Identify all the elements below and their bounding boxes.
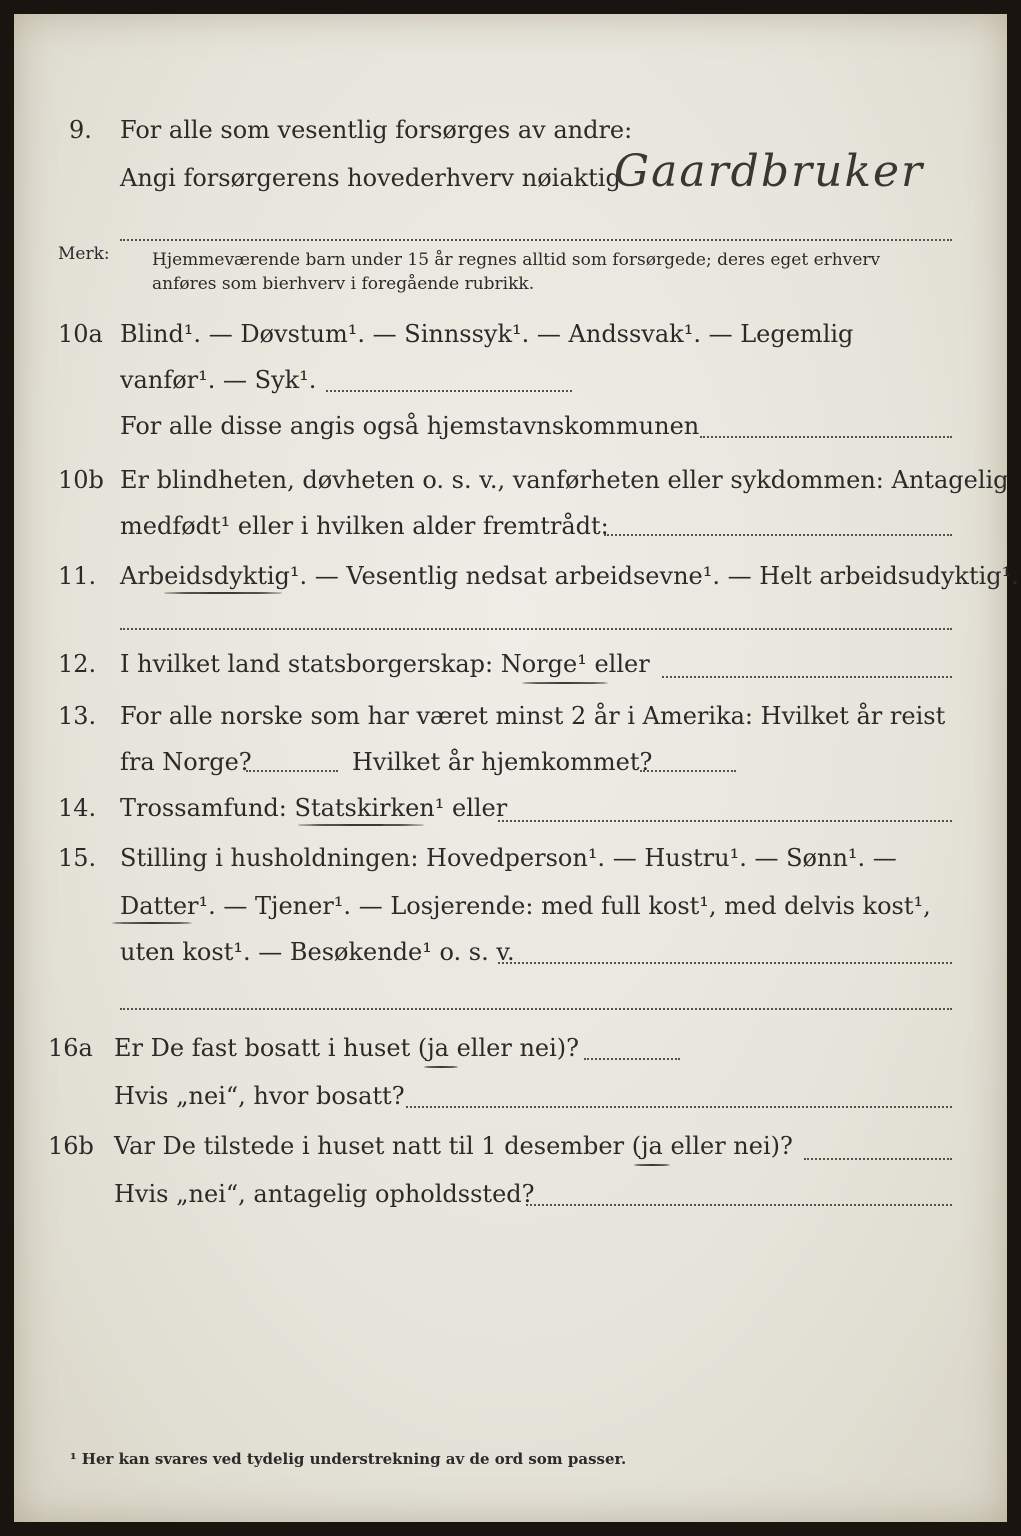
census-form-page bbox=[14, 14, 1019, 1522]
q13-line-2a: fra Norge? bbox=[120, 748, 252, 776]
q10a-answer-line-2 bbox=[700, 436, 952, 438]
q12-line-1: I hvilket land statsborgerskap: Norge¹ eller bbox=[120, 650, 650, 678]
footnote: ¹ Her kan svares ved tydelig understrekning av de ord som passer. bbox=[70, 1450, 627, 1468]
q10a-line-2: vanfør¹. — Syk¹. bbox=[120, 366, 317, 394]
q13-line-2b: Hvilket år hjemkommet? bbox=[352, 748, 653, 776]
q16b-number: 16b bbox=[48, 1132, 94, 1160]
q14-number: 14. bbox=[58, 794, 97, 822]
q15-line-1: Stilling i husholdningen: Hovedperson¹. — Hustru¹. — Sønn¹. — bbox=[120, 844, 897, 872]
q15-answer-line-1 bbox=[498, 962, 952, 964]
merk-text-1: Hjemmeværende barn under 15 år regnes alltid som forsørgede; deres eget erhverv bbox=[152, 250, 881, 270]
q10b-line-1: Er blindheten, døvheten o. s. v., vanførheten eller sykdommen: Antagelig bbox=[120, 466, 1009, 494]
q16a-number: 16a bbox=[48, 1034, 93, 1062]
q16a-handwritten-underline bbox=[424, 1066, 458, 1068]
q10a-line-1: Blind¹. — Døvstum¹. — Sinnssyk¹. — Andssvak¹. — Legemlig bbox=[120, 320, 854, 348]
q15-handwritten-underline bbox=[112, 922, 192, 924]
q9-number: 9. bbox=[69, 116, 92, 144]
q16a-line-2: Hvis „nei“, hvor bosatt? bbox=[114, 1082, 405, 1110]
q12-number: 12. bbox=[58, 650, 97, 678]
q15-answer-line-2 bbox=[120, 1008, 952, 1010]
q11-answer-line bbox=[120, 628, 952, 630]
q13-answer-line-1 bbox=[246, 770, 338, 772]
q13-number: 13. bbox=[58, 702, 97, 730]
q9-answer-line bbox=[120, 239, 952, 241]
q16a-answer-line-2 bbox=[406, 1106, 952, 1108]
q12-handwritten-underline bbox=[522, 682, 608, 684]
merk-text-2: anføres som bierhverv i foregående rubrikk. bbox=[152, 274, 535, 294]
q14-line-1: Trossamfund: Statskirken¹ eller bbox=[120, 794, 508, 822]
q14-handwritten-underline bbox=[298, 824, 424, 826]
q16a-answer-line-1 bbox=[584, 1058, 680, 1060]
q10a-number: 10a bbox=[58, 320, 103, 348]
q11-line-1: Arbeidsdyktig¹. — Vesentlig nedsat arbeidsevne¹. — Helt arbeidsudyktig¹. bbox=[120, 562, 1019, 590]
q10a-line-3: For alle disse angis også hjemstavnskommunen bbox=[120, 412, 700, 440]
q10a-answer-line-1 bbox=[326, 390, 572, 392]
q16b-handwritten-underline bbox=[634, 1164, 670, 1166]
q11-number: 11. bbox=[58, 562, 97, 590]
q15-line-3: uten kost¹. — Besøkende¹ o. s. v. bbox=[120, 938, 515, 966]
q9-handwritten-answer: Gaardbruker bbox=[614, 146, 925, 197]
q12-answer-line bbox=[662, 676, 952, 678]
merk-label: Merk: bbox=[58, 244, 110, 264]
q9-subquestion: Angi forsørgerens hovederhverv nøiaktig bbox=[120, 164, 621, 192]
q9-question: For alle som vesentlig forsørges av andre: bbox=[120, 116, 633, 144]
q13-answer-line-2 bbox=[640, 770, 736, 772]
q16a-line-1: Er De fast bosatt i huset (ja eller nei)? bbox=[114, 1034, 580, 1062]
q16b-answer-line-1 bbox=[804, 1158, 952, 1160]
q15-line-2: Datter¹. — Tjener¹. — Losjerende: med full kost¹, med delvis kost¹, bbox=[120, 892, 931, 920]
q11-handwritten-underline bbox=[164, 592, 282, 594]
q16b-line-2: Hvis „nei“, antagelig opholdssted? bbox=[114, 1180, 535, 1208]
q13-line-1: For alle norske som har været minst 2 år i Amerika: Hvilket år reist bbox=[120, 702, 946, 730]
q16b-answer-line-2 bbox=[526, 1204, 952, 1206]
q10b-number: 10b bbox=[58, 466, 104, 494]
q15-number: 15. bbox=[58, 844, 97, 872]
q10b-answer-line bbox=[604, 534, 952, 536]
q14-answer-line bbox=[498, 820, 952, 822]
q10b-line-2: medfødt¹ eller i hvilken alder fremtrådt: bbox=[120, 512, 609, 540]
q16b-line-1: Var De tilstede i huset natt til 1 desember (ja eller nei)? bbox=[114, 1132, 793, 1160]
